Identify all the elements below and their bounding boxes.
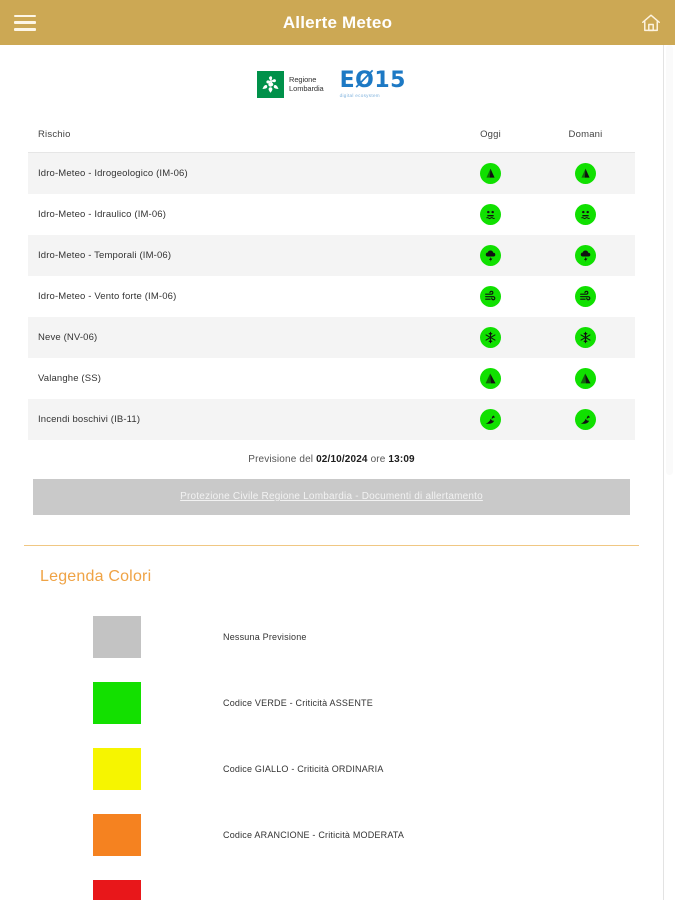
status-cell-oggi — [445, 194, 540, 235]
forecast-date: 02/10/2024 — [316, 453, 368, 465]
table-header-row — [28, 123, 635, 153]
status-badge-wind-icon — [575, 286, 596, 307]
status-badge-landslide-icon — [575, 163, 596, 184]
risk-name-cell: Neve (NV-06) — [38, 331, 98, 343]
forecast-middle: ore — [367, 453, 389, 465]
column-header-rischio: Rischio — [28, 123, 445, 153]
status-badge-avalanche-icon — [480, 368, 501, 389]
e015-subtitle: digital ecosystem — [339, 93, 380, 98]
table-row[interactable] — [28, 399, 635, 440]
risk-name-cell: Idro-Meteo - Idraulico (IM-06) — [38, 208, 167, 220]
hamburger-bar — [14, 15, 36, 18]
alert-documents-link-bar[interactable] — [33, 479, 630, 515]
table-row[interactable] — [28, 358, 635, 399]
risk-name-cell: Valanghe (SS) — [38, 372, 102, 384]
e015-wordmark: EØ15 — [339, 68, 406, 93]
table-row[interactable] — [28, 235, 635, 276]
legend-item-label: Nessuna Previsione — [223, 631, 307, 642]
status-cell-oggi — [445, 235, 540, 276]
legend-item — [0, 802, 663, 868]
status-cell-domani — [540, 358, 635, 399]
status-cell-oggi — [445, 276, 540, 317]
legend-list — [0, 604, 663, 900]
column-header-domani: Domani — [540, 123, 635, 153]
status-badge-fire-icon — [575, 409, 596, 430]
legend-item — [0, 604, 663, 670]
regione-lombardia-wordmark — [289, 75, 324, 93]
status-badge-wind-icon — [480, 286, 501, 307]
legend-item-label: Codice GIALLO - Criticità ORDINARIA — [223, 763, 384, 774]
status-badge-fire-icon — [480, 409, 501, 430]
status-cell-oggi — [445, 153, 540, 194]
table-row[interactable] — [28, 276, 635, 317]
home-icon[interactable] — [639, 11, 663, 35]
logo-line-2: Lombardia — [289, 84, 324, 93]
legend-item — [0, 868, 663, 900]
hamburger-bar — [14, 28, 36, 31]
risk-name-cell: Idro-Meteo - Vento forte (IM-06) — [38, 290, 177, 302]
legend-color-swatch — [93, 814, 141, 856]
scroll-content — [0, 45, 663, 900]
regione-lombardia-logo — [257, 71, 324, 98]
table-row[interactable] — [28, 194, 635, 235]
legend-title: Legenda Colori — [40, 567, 152, 585]
column-header-oggi: Oggi — [445, 123, 540, 153]
vertical-scrollbar[interactable] — [663, 45, 675, 900]
hamburger-menu-icon[interactable] — [14, 15, 36, 31]
forecast-timestamp — [0, 440, 663, 465]
legend-color-swatch — [93, 748, 141, 790]
status-cell-oggi — [445, 317, 540, 358]
status-badge-flood-icon — [480, 204, 501, 225]
risk-table-head — [28, 123, 635, 153]
app-bar — [0, 0, 675, 45]
e015-logo — [340, 70, 406, 98]
legend-item — [0, 736, 663, 802]
logo-line-1: Regione — [289, 75, 317, 84]
page-title: Allerte Meteo — [282, 12, 393, 32]
risk-table-container — [28, 123, 635, 440]
legend-color-swatch — [93, 616, 141, 658]
section-divider — [24, 545, 639, 546]
hamburger-bar — [14, 21, 36, 24]
risk-name-cell: Idro-Meteo - Temporali (IM-06) — [38, 249, 172, 261]
status-badge-landslide-icon — [480, 163, 501, 184]
status-cell-domani — [540, 399, 635, 440]
logo-bar — [0, 45, 663, 115]
legend-item-label: Codice VERDE - Criticità ASSENTE — [223, 697, 373, 708]
status-cell-domani — [540, 276, 635, 317]
status-badge-flood-icon — [575, 204, 596, 225]
status-cell-domani — [540, 153, 635, 194]
legend-color-swatch — [93, 880, 141, 900]
status-cell-oggi — [445, 358, 540, 399]
status-cell-domani — [540, 194, 635, 235]
regione-lombardia-rose-icon — [257, 71, 284, 98]
status-badge-storm-icon — [575, 245, 596, 266]
status-badge-snow-icon — [480, 327, 501, 348]
table-row[interactable] — [28, 317, 635, 358]
status-cell-domani — [540, 235, 635, 276]
status-cell-domani — [540, 317, 635, 358]
status-badge-avalanche-icon — [575, 368, 596, 389]
legend-item-label: Codice ARANCIONE - Criticità MODERATA — [223, 829, 405, 840]
status-badge-storm-icon — [480, 245, 501, 266]
forecast-time: 13:09 — [388, 453, 415, 465]
status-cell-oggi — [445, 399, 540, 440]
alert-documents-link[interactable]: Protezione Civile Regione Lombardia - Documenti di allertamento — [180, 491, 483, 502]
legend-item — [0, 670, 663, 736]
risk-name-cell: Incendi boschivi (IB-11) — [38, 413, 141, 425]
status-badge-snow-icon — [575, 327, 596, 348]
risk-name-cell: Idro-Meteo - Idrogeologico (IM-06) — [38, 167, 188, 179]
legend-color-swatch — [93, 682, 141, 724]
risk-table — [28, 123, 635, 440]
risk-table-body — [28, 153, 635, 440]
table-row[interactable] — [28, 153, 635, 194]
forecast-prefix: Previsione del — [248, 453, 317, 465]
scrollbar-thumb[interactable] — [666, 45, 673, 475]
